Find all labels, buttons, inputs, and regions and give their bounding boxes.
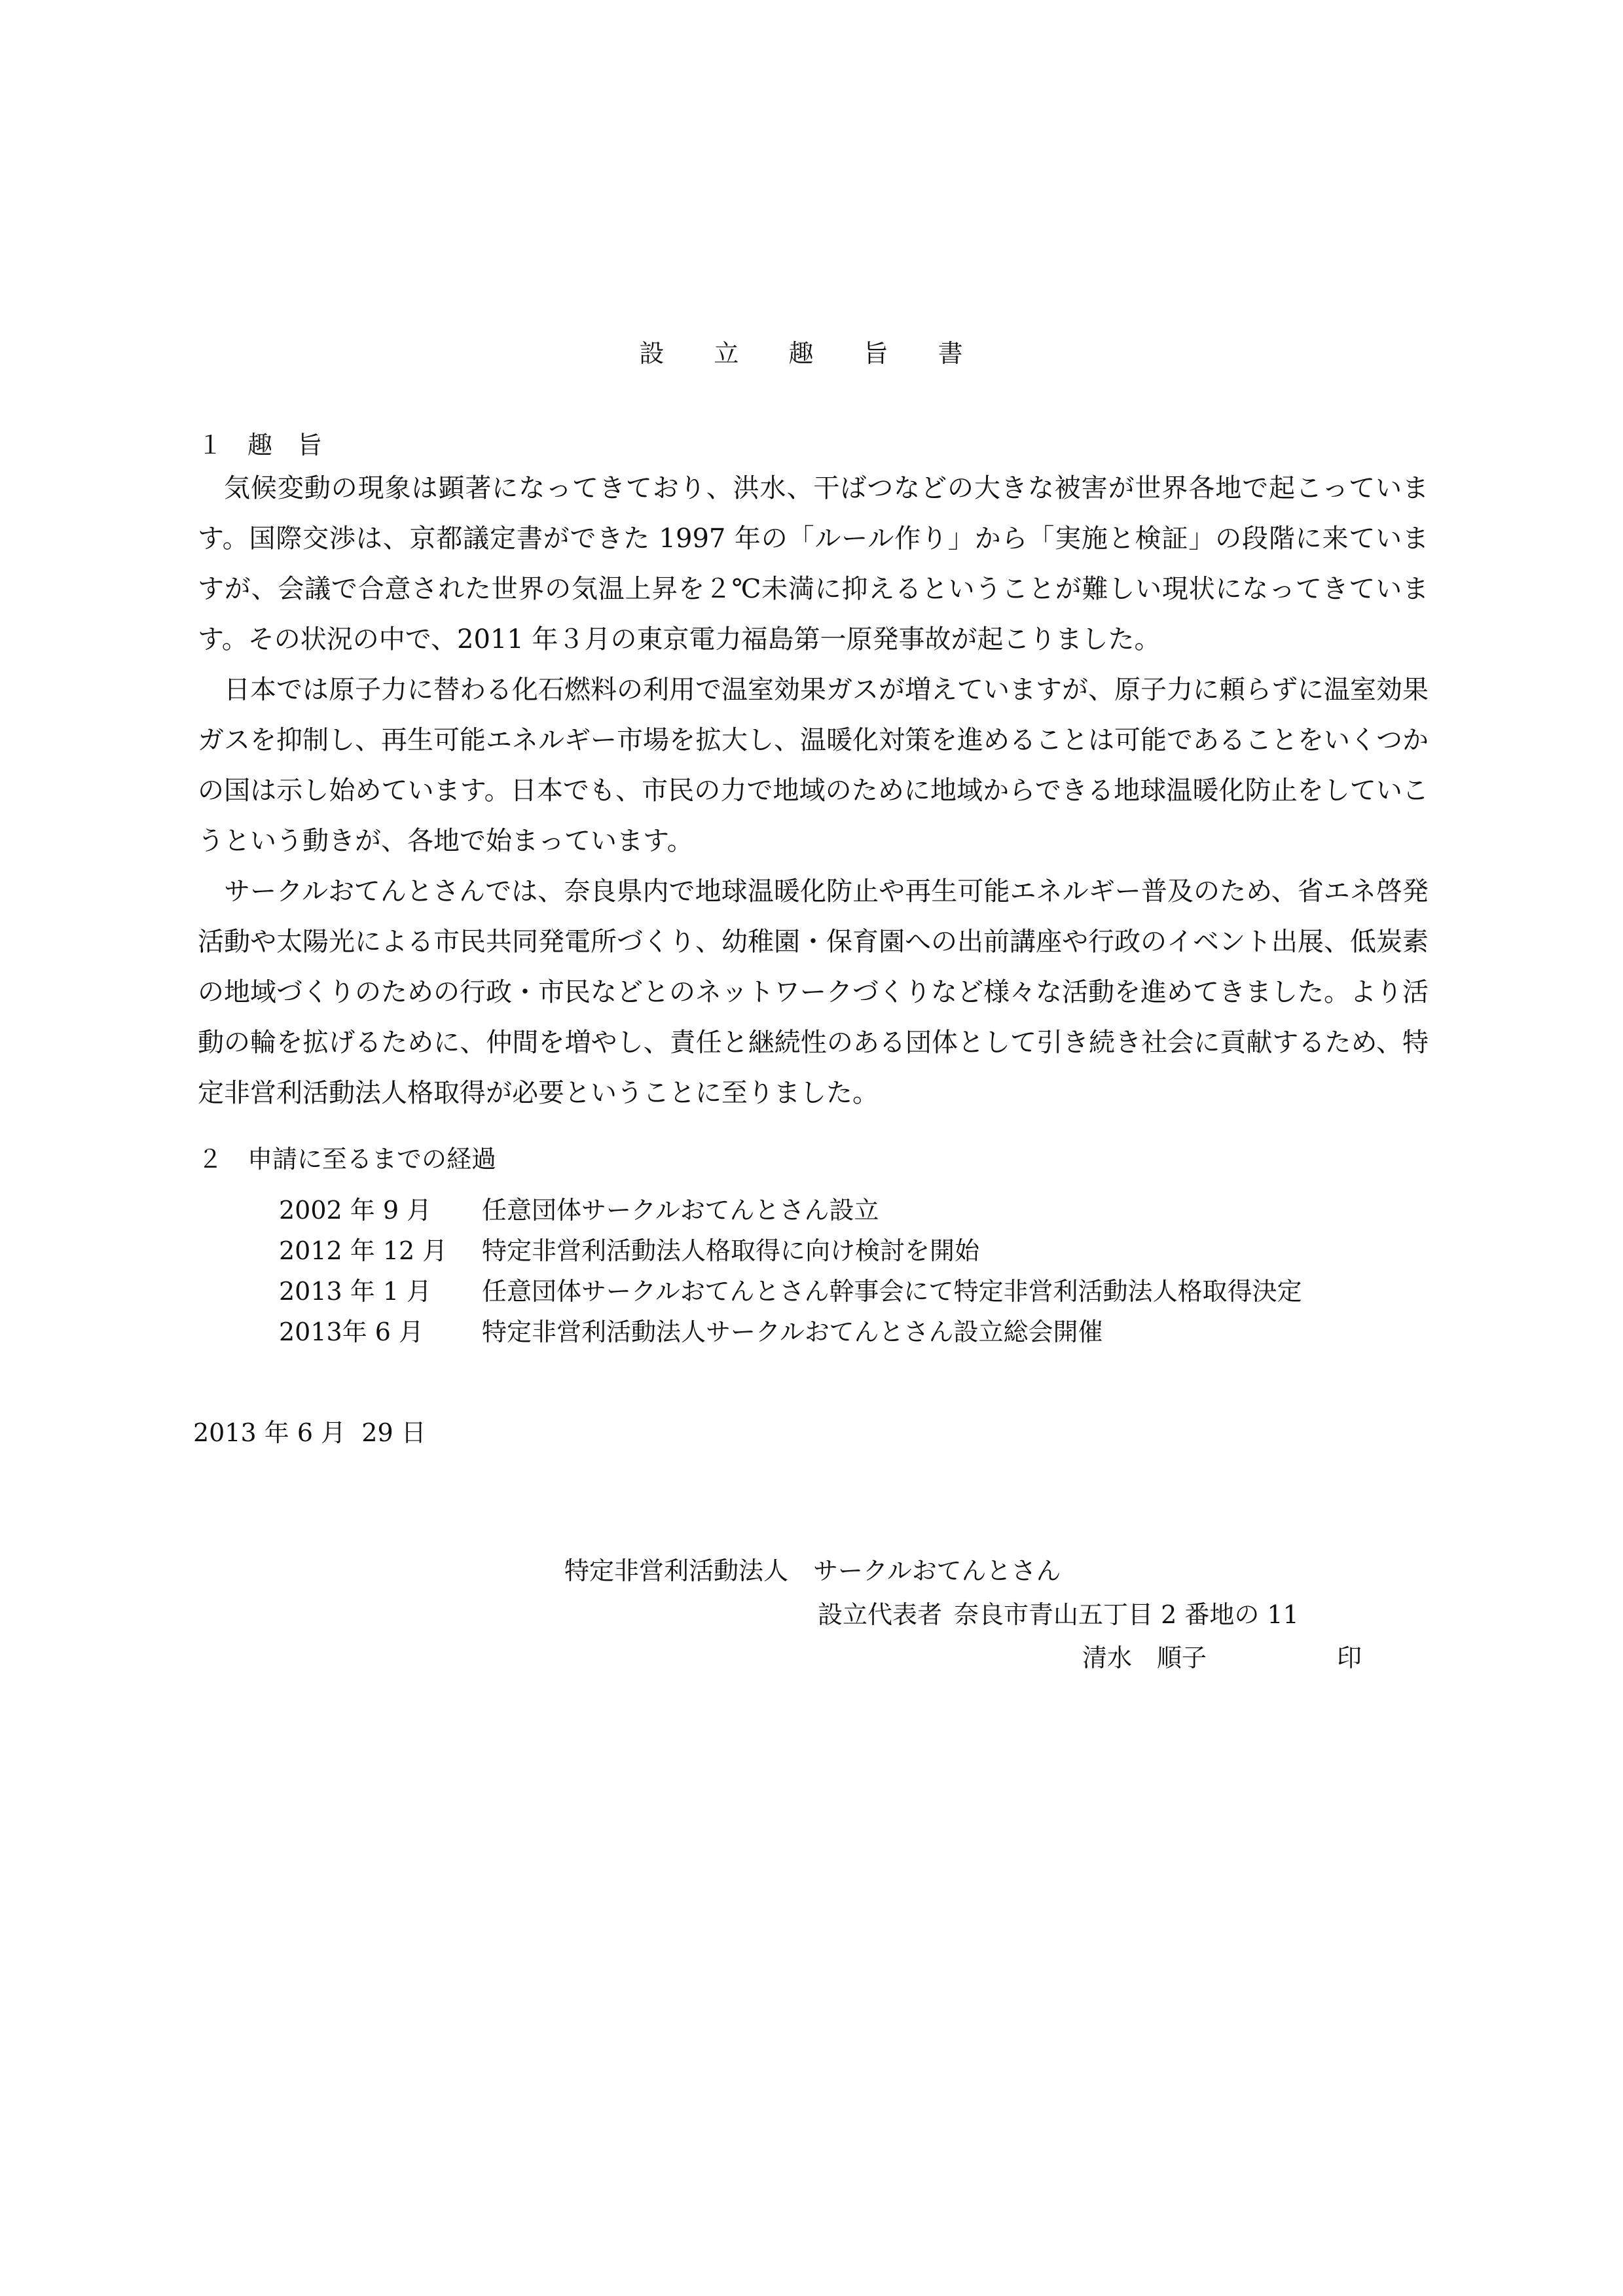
section1-paragraph-1: 気候変動の現象は顕著になってきており、洪水、干ばつなどの大きな被害が世界各地で起こっています。国際交渉は、京都議定書ができた 1997 年の「ルール作り」から「実施と検証」の段階に来ていますが、会議で合意された世界の気温上昇を２℃未満に抑えるということが難しい現状になってきています。その状況の中で、2011 年３月の東京電力福島第一原発事故が起こりました。 <box>198 473 1429 655</box>
history-list <box>279 1190 1302 1352</box>
history-date: 2013 年 1 月 <box>279 1277 432 1306</box>
representative-address: 奈良市青山五丁目 2 番地の 11 <box>954 1600 1299 1629</box>
section1-paragraph-3: サークルおてんとさんでは、奈良県内で地球温暖化防止や再生可能エネルギー普及のため、省エネ啓発活動や太陽光による市民共同発電所づくり、幼稚園・保育園への出前講座や行政のイベント出展、低炭素の地域づくりのための行政・市民などとのネットワークづくりなど様々な活動を進めてきました。より活動の輪を拡げるために、仲間を増やし、責任と継続性のある団体として引き続き社会に貢献するため、特定非営利活動法人格取得が必要ということに至りました。 <box>198 876 1429 1108</box>
document-title: 設 立 趣 旨 書 <box>639 339 984 368</box>
section1-paragraph-2: 日本では原子力に替わる化石燃料の利用で温室効果ガスが増えていますが、原子力に頼らずに温室効果ガスを抑制し、再生可能エネルギー市場を拡大し、温暖化対策を進めることは可能であることをいくつかの国は示し始めています。日本でも、市民の力で地域のために地域からできる地球温暖化防止をしていこうという動きが、各地で始まっています。 <box>198 675 1429 856</box>
document-date: 2013 年 6 月 29 日 <box>193 1418 426 1447</box>
organization-name: 特定非営利活動法人 サークルおてんとさん <box>564 1556 1061 1585</box>
history-date: 2013年 6 月 <box>279 1318 424 1346</box>
history-date: 2002 年 9 月 <box>279 1196 432 1225</box>
history-date: 2012 年 12 月 <box>279 1236 448 1265</box>
history-entry <box>279 1230 1302 1271</box>
history-entry <box>279 1271 1302 1312</box>
representative-name: 清水 順子 <box>1082 1643 1207 1672</box>
history-event: 任意団体サークルおてんとさん幹事会にて特定非営利活動法人格取得決定 <box>482 1277 1302 1306</box>
section1-body <box>198 463 1429 1119</box>
section1-heading: １ 趣 旨 <box>198 431 323 459</box>
history-event: 特定非営利活動法人格取得に向け検討を開始 <box>482 1236 980 1265</box>
history-entry <box>279 1190 1302 1230</box>
history-entry <box>279 1312 1302 1352</box>
history-event: 任意団体サークルおてんとさん設立 <box>482 1196 879 1225</box>
seal-mark: 印 <box>1337 1643 1362 1672</box>
section2-heading: ２ 申請に至るまでの経過 <box>198 1145 497 1174</box>
history-event: 特定非営利活動法人サークルおてんとさん設立総会開催 <box>482 1318 1103 1346</box>
representative-role: 設立代表者 <box>818 1600 943 1629</box>
